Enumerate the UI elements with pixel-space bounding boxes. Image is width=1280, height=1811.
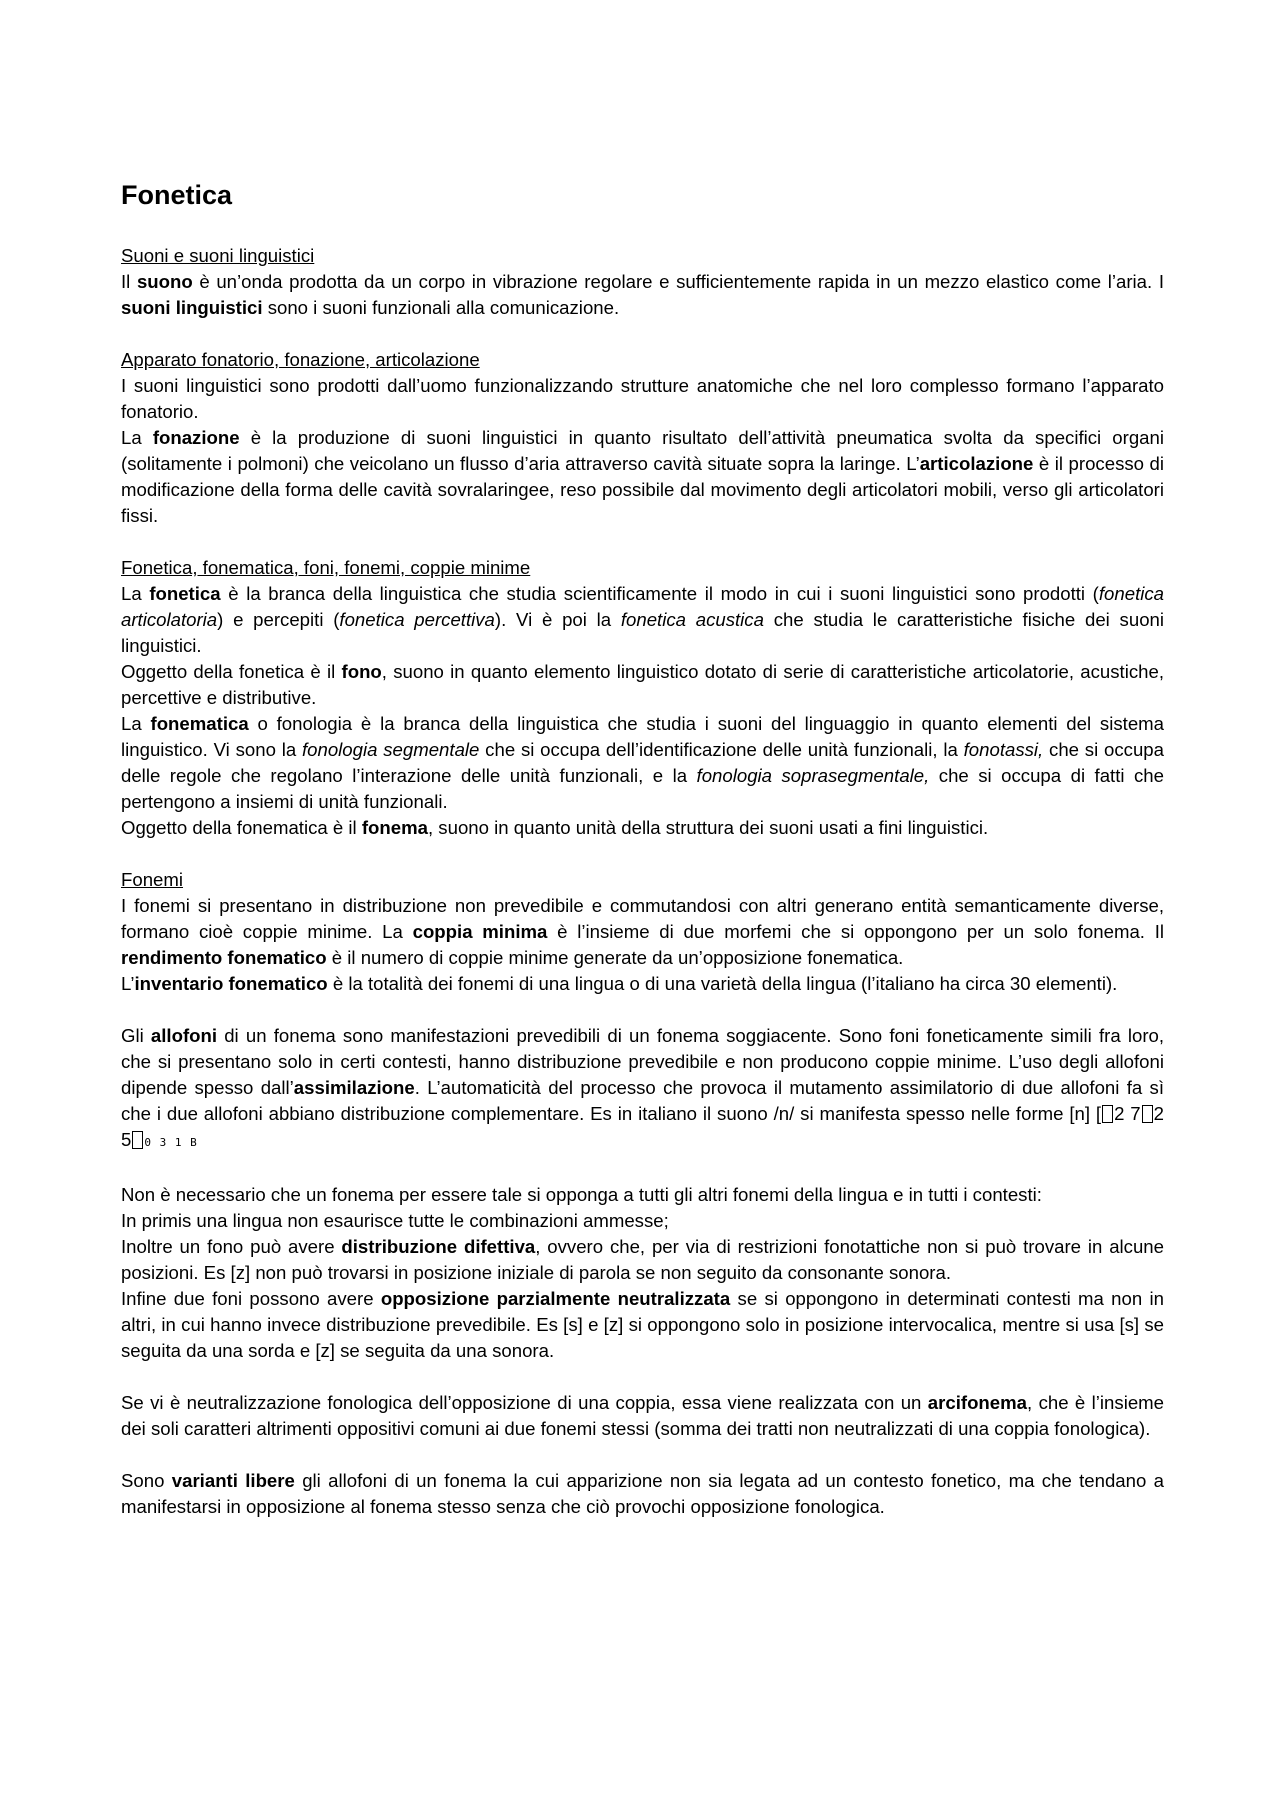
text-run: La — [121, 427, 153, 448]
section — [121, 1182, 1164, 1364]
paragraph — [121, 425, 1164, 529]
text-run: Il — [121, 271, 137, 292]
glyph-code: 0 3 1 B — [144, 1136, 198, 1149]
section — [121, 867, 1164, 997]
text-run: Sono — [121, 1470, 172, 1491]
bold-term: varianti libere — [171, 1470, 295, 1491]
text-run: I suoni linguistici sono prodotti dall’uomo funzionalizzando strutture anatomiche che nel loro complesso formano l’apparato fonatorio. — [121, 375, 1164, 422]
paragraph — [121, 581, 1164, 659]
paragraph — [121, 269, 1164, 321]
text-run: è la produzione di suoni linguistici in quanto risultato dell’attività pneumatica svolta da specifici organi (solitamente i polmoni) che veicolano un flusso d’aria attraverso cavità situate sopra la laringe. L’ — [121, 427, 1164, 474]
text-run: Inoltre un fono può avere — [121, 1236, 342, 1257]
text-run: è un’onda prodotta da un corpo in vibrazione regolare e sufficientemente rapida in un mezzo elastico come l’aria. I — [192, 271, 1164, 292]
paragraph — [121, 815, 1164, 841]
bold-term: arcifonema — [927, 1392, 1028, 1413]
paragraph — [121, 1390, 1164, 1442]
bold-term: inventario fonematico — [134, 973, 328, 994]
bold-term: coppia minima — [412, 921, 548, 942]
text-run: I fonemi si presentano in distribuzione non prevedibile e commutandosi con altri generano entità semanticamente diverse, formano cioè coppie minime. La — [121, 895, 1164, 942]
bold-term: fono — [341, 661, 382, 682]
bold-term: articolazione — [919, 453, 1034, 474]
text-run: 2 7 — [1114, 1103, 1141, 1124]
text-run: La — [121, 583, 150, 604]
text-run: che si occupa delle regole che regolano l’interazione delle unità funzionali, e la — [121, 739, 1164, 786]
section-heading: Fonemi — [121, 869, 184, 890]
italic-term: fonetica acustica — [620, 609, 764, 630]
section-heading: Fonetica, fonematica, foni, fonemi, coppie minime — [121, 557, 531, 578]
bold-term: fonazione — [152, 427, 240, 448]
bold-term: fonematica — [150, 713, 249, 734]
document-body — [121, 243, 1164, 1520]
missing-glyph-box — [132, 1131, 143, 1149]
italic-term: fonetica articolatoria — [121, 583, 1164, 630]
section-heading: Apparato fonatorio, fonazione, articolazione — [121, 349, 480, 370]
italic-term: fonotassi, — [963, 739, 1044, 760]
text-run: Infine due foni possono avere — [121, 1288, 381, 1309]
document-title: Fonetica — [121, 180, 233, 210]
italic-term: fonologia soprasegmentale, — [696, 765, 930, 786]
section — [121, 1468, 1164, 1520]
paragraph — [121, 971, 1164, 997]
text-run: o fonologia è la branca della linguistica che studia i suoni del linguaggio in quanto elementi del sistema linguistico. Vi sono la — [121, 713, 1164, 760]
bold-term: distribuzione difettiva — [341, 1236, 536, 1257]
paragraph — [121, 1286, 1164, 1364]
bold-term: assimilazione — [293, 1077, 415, 1098]
text-run: , suono in quanto elemento linguistico dotato di serie di caratteristiche articolatorie, acustiche, percettive e distributive. — [121, 661, 1164, 708]
paragraph — [121, 1023, 1164, 1156]
missing-glyph-box — [1102, 1105, 1113, 1123]
paragraph — [121, 1234, 1164, 1286]
section-heading: Suoni e suoni linguistici — [121, 245, 315, 266]
missing-glyph-box — [1142, 1105, 1153, 1123]
text-run: . L’automaticità del processo che provoca il mutamento assimilatorio di due allofoni fa sì che i due allofoni abbiano distribuzione complementare. Es in italiano il suono /n/ si manifesta spesso nelle forme [n] [ — [121, 1077, 1164, 1124]
bold-term: fonetica — [149, 583, 221, 604]
section — [121, 1390, 1164, 1442]
text-run: è la totalità dei fonemi di una lingua o di una varietà della lingua (l’italiano ha circa 30 elementi). — [327, 973, 1118, 994]
section — [121, 555, 1164, 841]
paragraph — [121, 659, 1164, 711]
text-run: ). Vi è poi la — [494, 609, 621, 630]
text-run: La — [121, 713, 151, 734]
text-run: 2 5 — [121, 1103, 1164, 1150]
text-run: Oggetto della fonematica è il — [121, 817, 362, 838]
section — [121, 243, 1164, 321]
italic-term: fonetica percettiva — [339, 609, 495, 630]
paragraph — [121, 711, 1164, 815]
section — [121, 347, 1164, 529]
paragraph — [121, 373, 1164, 425]
text-run: gli allofoni di un fonema la cui apparizione non sia legata ad un contesto fonetico, ma che tendano a manifestarsi in opposizione al fonema stesso senza che ciò provochi opposizione fonologica. — [121, 1470, 1164, 1517]
text-run: se si oppongono in determinati contesti ma non in altri, in cui hanno invece distribuzione prevedibile. Es [s] e [z] si oppongono solo in posizione intervocalica, mentre si usa [s] se seguita da una sorda e [z] se seguita da una sonora. — [121, 1288, 1164, 1361]
text-run: che si occupa di fatti che pertengono a insiemi di unità funzionali. — [121, 765, 1164, 812]
text-run: Se vi è neutralizzazione fonologica dell’opposizione di una coppia, essa viene realizzata con un — [121, 1392, 928, 1413]
text-run: , suono in quanto unità della struttura dei suoni usati a fini linguistici. — [427, 817, 989, 838]
text-run: è la branca della linguistica che studia scientificamente il modo in cui i suoni linguistici sono prodotti ( — [220, 583, 1099, 604]
paragraph — [121, 1468, 1164, 1520]
bold-term: suono — [136, 271, 193, 292]
text-run: è il processo di modificazione della forma delle cavità sovralaringee, reso possibile dal movimento degli articolatori mobili, verso gli articolatori fissi. — [121, 453, 1164, 526]
text-run: sono i suoni funzionali alla comunicazione. — [262, 297, 620, 318]
text-run: è l’insieme di due morfemi che si oppongono per un solo fonema. Il — [547, 921, 1164, 942]
document-page — [121, 178, 1164, 1546]
italic-term: fonologia segmentale — [301, 739, 480, 760]
text-run: L’ — [121, 973, 135, 994]
section — [121, 1023, 1164, 1156]
text-run: ) e percepiti ( — [217, 609, 340, 630]
text-run: di un fonema sono manifestazioni prevedibili di un fonema soggiacente. Sono foni foneticamente simili fra loro, che si presentano solo in certi contesti, hanno distribuzione prevedibile e non producono coppie minime. L’uso degli allofoni dipende spesso dall’ — [121, 1025, 1165, 1098]
text-run: Non è necessario che un fonema per essere tale si opponga a tutti gli altri fonemi della lingua e in tutti i contesti: — [121, 1184, 1042, 1205]
text-run: In primis una lingua non esaurisce tutte le combinazioni ammesse; — [121, 1210, 669, 1231]
bold-term: opposizione parzialmente neutralizzata — [380, 1288, 731, 1309]
bold-term: rendimento fonematico — [121, 947, 327, 968]
bold-term: fonema — [361, 817, 428, 838]
paragraph — [121, 893, 1164, 971]
paragraph — [121, 1182, 1164, 1208]
text-run: che studia le caratteristiche fisiche dei suoni linguistici. — [121, 609, 1165, 656]
text-run: che si occupa dell’identificazione delle unità funzionali, la — [479, 739, 964, 760]
text-run: Gli — [121, 1025, 151, 1046]
text-run: è il numero di coppie minime generate da un’opposizione fonematica. — [326, 947, 904, 968]
bold-term: suoni linguistici — [121, 297, 263, 318]
text-run: , ovvero che, per via di restrizioni fonotattiche non si può trovare in alcune posizioni. Es [z] non può trovarsi in posizione iniziale di parola se non seguito da consonante sonora. — [121, 1236, 1164, 1283]
paragraph — [121, 1208, 1164, 1234]
bold-term: allofoni — [150, 1025, 218, 1046]
text-run: , che è l’insieme dei soli caratteri altrimenti oppositivi comuni ai due fonemi stessi (somma dei tratti non neutralizzati di una coppia fonologica). — [121, 1392, 1164, 1439]
text-run: Oggetto della fonetica è il — [121, 661, 342, 682]
